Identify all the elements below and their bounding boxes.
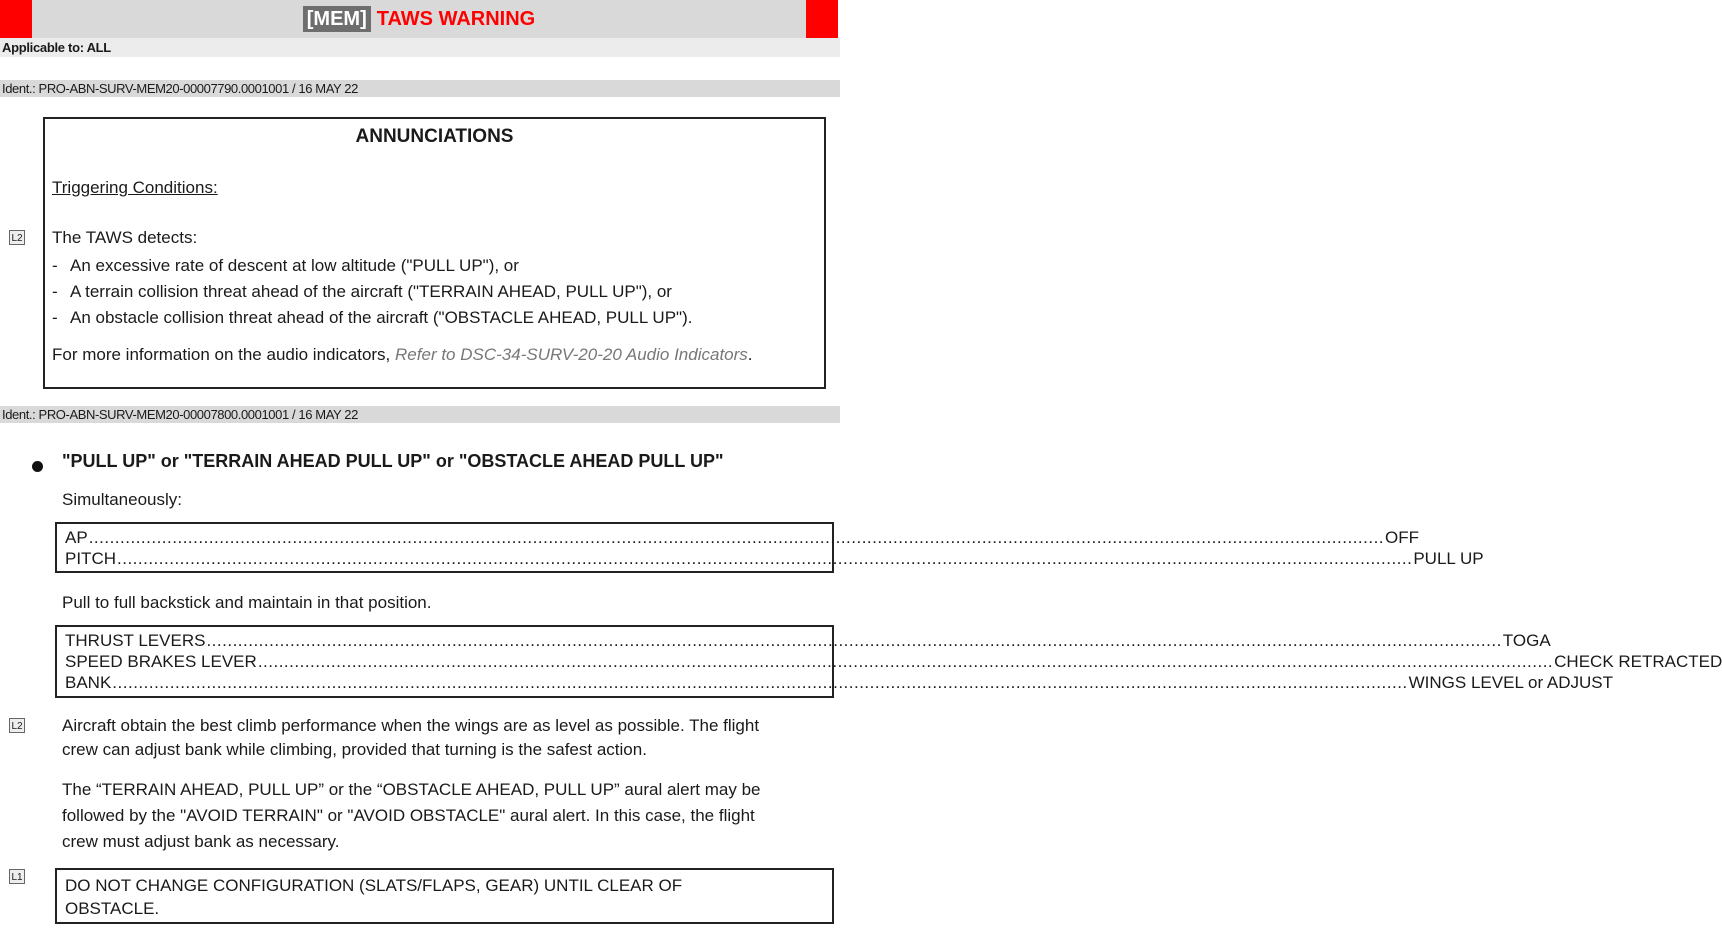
procedure-heading: "PULL UP" or "TERRAIN AHEAD PULL UP" or "OBSTACLE AHEAD PULL UP" <box>62 451 724 471</box>
audio-info-line <box>52 345 753 365</box>
mem-badge: [MEM] <box>303 6 371 32</box>
checklist-item-value: OFF <box>1385 528 1420 547</box>
checklist-row <box>65 548 1484 569</box>
checklist-row <box>65 527 1420 548</box>
level-badge-l1: L1 <box>9 869 25 884</box>
ident-bar-2: Ident.: PRO-ABN-SURV-MEM20-00007800.0001001 / 16 MAY 22 <box>0 406 840 423</box>
checklist-item-value: CHECK RETRACTED <box>1554 652 1722 671</box>
checklist-item-label: BANK <box>65 673 112 692</box>
triggering-conditions-label: Triggering Conditions: <box>52 178 218 197</box>
caution-box <box>55 868 834 924</box>
aural-paragraph-line: The “TERRAIN AHEAD, PULL UP” or the “OBSTACLE AHEAD, PULL UP” aural alert may be <box>62 780 761 799</box>
condition-item: A terrain collision threat ahead of the aircraft ("TERRAIN AHEAD, PULL UP"), or <box>70 282 672 301</box>
condition-item: An excessive rate of descent at low altitude ("PULL UP"), or <box>70 256 519 275</box>
bank-paragraph-line: Aircraft obtain the best climb performance when the wings are as level as possible. The flight <box>62 716 760 735</box>
checklist-item-value: TOGA <box>1502 631 1551 650</box>
condition-item: An obstacle collision threat ahead of the aircraft ("OBSTACLE AHEAD, PULL UP"). <box>70 308 693 327</box>
page-title <box>0 0 838 38</box>
checklist-item-value: WINGS LEVEL or ADJUST <box>1408 673 1614 692</box>
annunciations-heading: ANNUNCIATIONS <box>355 126 514 147</box>
checklist-item-label: PITCH <box>65 549 116 568</box>
simultaneously-label: Simultaneously: <box>62 490 183 509</box>
checklist-item-label: AP <box>65 528 88 547</box>
audio-info-text: For more information on the audio indicators, <box>52 345 391 364</box>
bullet-icon <box>32 461 43 472</box>
caution-line: DO NOT CHANGE CONFIGURATION (SLATS/FLAPS, GEAR) UNTIL CLEAR OF <box>65 876 683 895</box>
condition-dash: - <box>52 256 58 275</box>
leader-dots: ........................................................................................................................................................................................................................................................ <box>112 673 1408 692</box>
audio-indicators-reference-link[interactable]: Refer to DSC-34-SURV-20-20 Audio Indicators <box>395 345 748 364</box>
caution-line: OBSTACLE. <box>65 899 160 918</box>
checklist-row <box>65 651 1722 672</box>
leader-dots: ........................................................................................................................................................................................................................................................ <box>257 652 1554 671</box>
aural-paragraph-line: followed by the "AVOID TERRAIN" or "AVOID OBSTACLE" aural alert. In this case, the flight <box>62 806 755 825</box>
condition-dash: - <box>52 282 58 301</box>
level-badge-l2: L2 <box>9 718 25 733</box>
title-text: TAWS WARNING <box>376 7 536 30</box>
applicability: Applicable to: ALL <box>0 38 840 57</box>
leader-dots: ........................................................................................................................................................................................................................................................ <box>88 528 1385 547</box>
level-badge-l2: L2 <box>9 230 25 245</box>
taws-intro: The TAWS detects: <box>52 228 198 247</box>
leader-dots: ........................................................................................................................................................................................................................................................ <box>206 631 1502 650</box>
aural-paragraph-line: crew must adjust bank as necessary. <box>62 832 340 851</box>
checklist-row <box>65 672 1614 693</box>
condition-dash: - <box>52 308 58 327</box>
leader-dots: ........................................................................................................................................................................................................................................................ <box>117 549 1413 568</box>
checklist-item-label: THRUST LEVERS <box>65 631 206 650</box>
audio-info-period: . <box>747 345 753 364</box>
ident-bar-1: Ident.: PRO-ABN-SURV-MEM20-00007790.0001001 / 16 MAY 22 <box>0 80 840 97</box>
checklist-box-1 <box>55 522 1484 573</box>
bank-paragraph-line: crew can adjust bank while climbing, provided that turning is the safest action. <box>62 740 647 759</box>
pull-note: Pull to full backstick and maintain in that position. <box>62 593 432 612</box>
checklist-row <box>65 630 1551 651</box>
checklist-item-value: PULL UP <box>1413 549 1484 568</box>
checklist-item-label: SPEED BRAKES LEVER <box>65 652 257 671</box>
checklist-box-2 <box>55 625 1722 698</box>
